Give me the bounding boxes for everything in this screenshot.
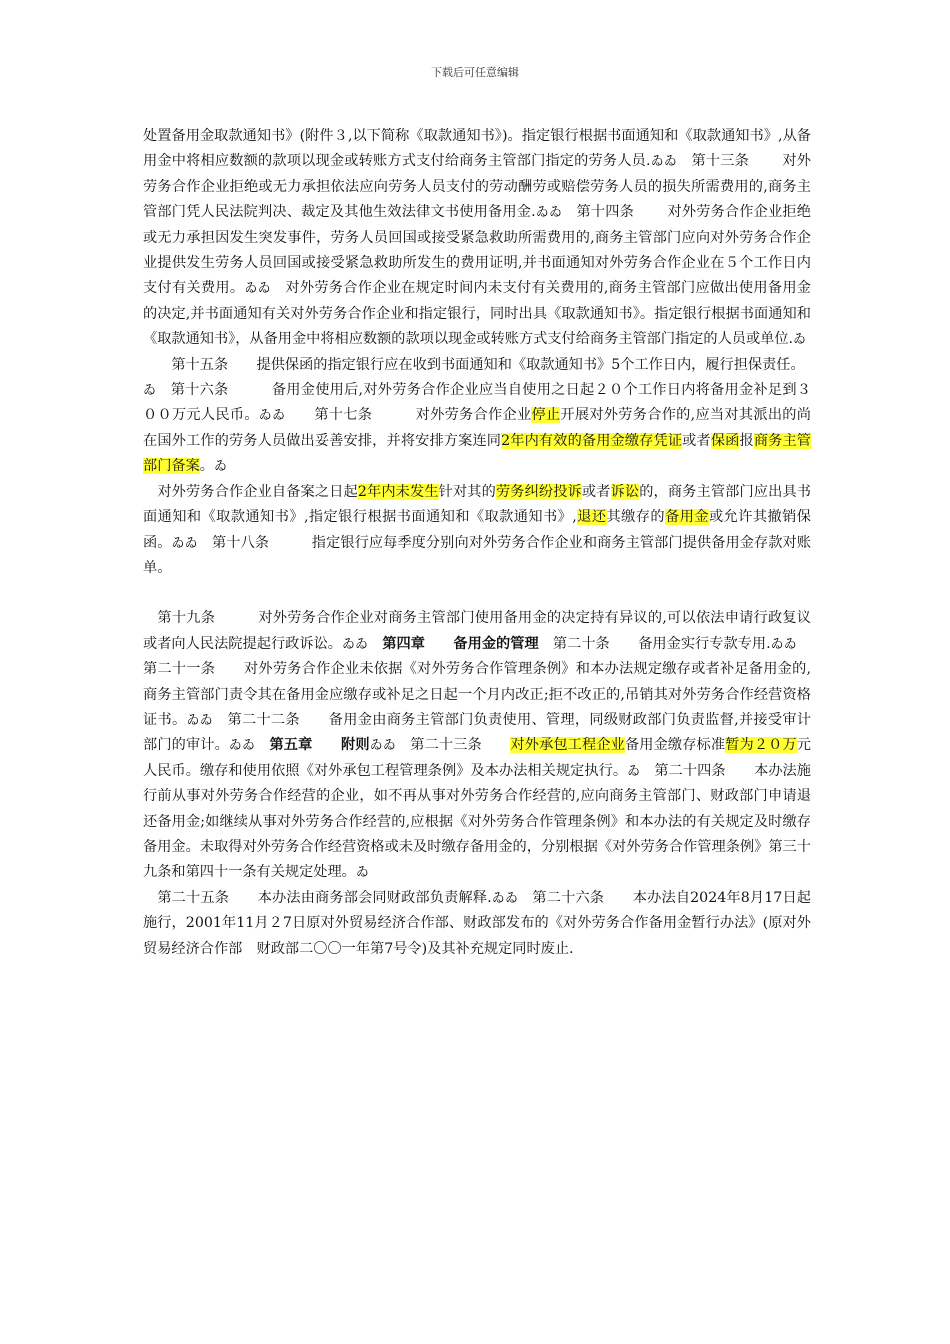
- paragraph-mark: ゐゐ: [244, 281, 271, 297]
- text: 第二十一条 对外劳务合作企业未依据《对外劳务合作管理条例》和本办法规定缴存或者补足备用金的,商务主管部门责令其在备用金应缴存或补足之日起一个月内改正;拒不改正的,吊销其对外劳务合作经营资格证书。: [143, 635, 811, 728]
- paragraph-mark: ゐゐ: [228, 738, 256, 754]
- text: 第十四条 对外劳务合作企业拒绝或无力承担因发生突发事件，劳务人员回国或接受紧急救助所需费用的,商务主管部门应向对外劳务合作企业提供发生劳务人员回国或接受紧急救助所发生的费用证明,并书面通知对外劳务合作企业在５个工作日内支付有关费用。: [143, 204, 811, 297]
- highlighted-text: 对外承包工程企业: [510, 737, 625, 754]
- text: 开展对外劳务合作的,应当对其派出的尚在国外工作的劳务人员做出妥善安排，并将安排方案连同: [143, 407, 811, 449]
- text: 第二十六条 本办法自2024年8月17日起施行，2001年11月２7日原对外贸易经济合作部、财政部发布的《对外劳务合作备用金暂行办法》(原对外贸易经济合作部 财政部二〇〇一年第7号令)及其补充规定同时废止.: [143, 889, 811, 957]
- text: 第十五条 提供保函的指定银行应在收到书面通知和《取款通知书》5个工作日内，履行担保责任。: [143, 356, 805, 373]
- document-body: [143, 124, 811, 962]
- chapter-heading: 第五章 附则: [269, 737, 370, 754]
- highlighted-text: 商务主管部门备案: [143, 432, 811, 475]
- paragraph-mark: ゐ: [627, 763, 641, 779]
- text: 第十七条 对外劳务合作企业: [285, 407, 532, 424]
- text: 其缴存的: [606, 509, 666, 526]
- paragraph-mark: ゐゐ: [491, 890, 519, 906]
- text: 第二十三条: [395, 737, 511, 754]
- paragraph-5: [143, 606, 811, 885]
- paragraph-6: [143, 886, 811, 962]
- text: 第二十条 备用金实行专款专用.: [538, 635, 771, 652]
- text: 第二十二条 备用金由商务主管部门负责使用、管理，同级财政部门负责监督,并接受审计部门的审计。: [143, 711, 811, 754]
- paragraph-mark: ゐゐ: [535, 205, 563, 221]
- paragraph-3: [143, 378, 811, 480]
- text: 。: [199, 458, 214, 475]
- text: 第二十五条 本办法由商务部会同财政部负责解释.: [143, 889, 492, 906]
- text: 对外劳务合作企业自备案之日起: [143, 483, 358, 500]
- highlighted-text: 暂为２０万: [725, 737, 797, 754]
- highlighted-text: 劳务纠纷投诉: [495, 483, 582, 500]
- text: 或者: [581, 483, 611, 500]
- paragraph-2: [143, 353, 811, 378]
- paragraph-mark: ゐゐ: [650, 154, 678, 170]
- text: 对外劳务合作企业在规定时间内未支付有关费用的,商务主管部门应做出使用备用金的决定,并书面通知有关对外劳务合作企业和指定银行，同时出具《取款通知书》。指定银行根据书面通知和《取款通知书》，从备用金中将相应数额的款项以现金或转账方式支付给商务主管部门指定的人员或单位.: [143, 280, 811, 348]
- text: 备用金缴存标准: [624, 737, 726, 754]
- highlighted-text: 退还: [576, 509, 607, 526]
- paragraph-1: [143, 124, 811, 353]
- text: 或允许其撤销保函。: [143, 509, 811, 551]
- text: 第十三条 对外劳务合作企业拒绝或无力承担依法应向劳务人员支付的劳动酬劳或赔偿劳务人员的损失所需费用的,商务主管部门凭人民法院判决、裁定及其他生效法律文书使用备用金.: [143, 153, 811, 221]
- text: 第十九条 对外劳务合作企业对商务主管部门使用备用金的决定持有异议的,可以依法申请行政复议或者向人民法院提起行政诉讼。: [143, 610, 811, 652]
- text: 第十八条 指定银行应每季度分别向对外劳务合作企业和商务主管部门提供备用金存款对账单。: [143, 534, 811, 576]
- highlighted-text: 保函: [710, 432, 740, 449]
- text: 第十六条 备用金使用后,对外劳务合作企业应当自使用之日起２０个工作日内将备用金补足到３００万元人民币。: [143, 382, 811, 424]
- text: 第二十四条 本办法施行前从事对外劳务合作经营的企业，如不再从事对外劳务合作经营的,应向商务主管部门、财政部门申请退还备用金;如继续从事对外劳务合作经营的,应根据《对外劳务合作管理条例》和本办法的有关规定及时缴存备用金。未取得对外劳务合作经营资格或未及时缴存备用金的，分别根据《对外劳务合作管理条例》第三十九条和第四十一条有关规定处理。: [143, 762, 811, 881]
- blank-line: [143, 581, 811, 606]
- text: 或者: [682, 432, 711, 449]
- text: 元人民币。缴存和使用依照《对外承包工程管理条例》及本办法相关规定执行。: [143, 737, 811, 779]
- paragraph-mark: ゐ: [355, 865, 369, 881]
- paragraph-mark: ゐゐ: [770, 636, 797, 652]
- highlighted-text: 停止: [531, 407, 561, 424]
- chapter-heading: 第四章 备用金的管理: [382, 635, 539, 652]
- paragraph-mark: ゐゐ: [369, 738, 396, 754]
- paragraph-mark: ゐ: [143, 383, 157, 399]
- highlighted-text: 诉讼: [610, 483, 640, 500]
- highlighted-text: 2年内未发生: [357, 483, 439, 500]
- paragraph-mark: ゐ: [213, 459, 227, 475]
- text: 报: [739, 432, 754, 449]
- highlighted-text: 2年内有效的备用金缴存凭证: [501, 432, 683, 449]
- paragraph-mark: ゐゐ: [342, 636, 369, 652]
- paragraph-mark: ゐゐ: [186, 712, 214, 728]
- text: 处置备用金取款通知书》(附件３,以下简称《取款通知书》)。指定银行根据书面通知和《取款通知书》,从备用金中将相应数额的款项以现金或转账方式支付给商务主管部门指定的劳务人员.: [143, 128, 811, 170]
- page-header: 下载后可任意编辑: [431, 66, 519, 79]
- text: 针对其的: [438, 483, 496, 500]
- paragraph-4: [143, 480, 811, 582]
- highlighted-text: 备用金: [665, 509, 709, 526]
- text: 的，商务主管部门应出具书面通知和《取款通知书》,指定银行根据书面通知和《取款通知书》,: [143, 483, 811, 526]
- paragraph-mark: ゐ: [793, 332, 807, 348]
- paragraph-mark: ゐゐ: [171, 535, 198, 551]
- paragraph-mark: ゐゐ: [258, 408, 286, 424]
